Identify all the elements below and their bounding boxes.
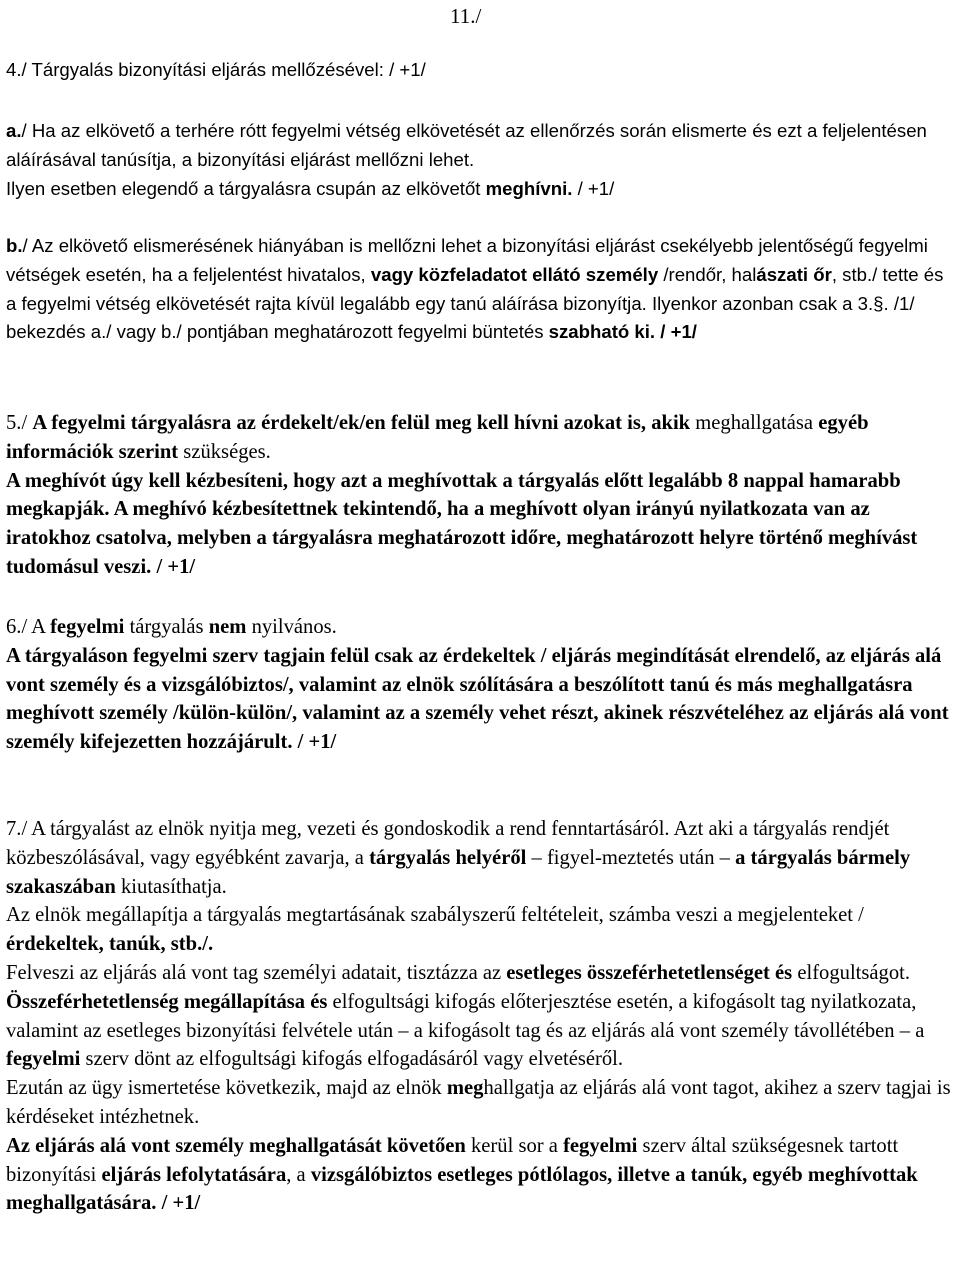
- section-4-title: 4./ Tárgyalás bizonyítási eljárás mellőzésével: / +1/: [6, 59, 426, 80]
- section-7-p3-bold-1: esetleges összeférhetetlenséget és: [506, 961, 793, 984]
- section-7-p1-text-3: kiutasíthatja.: [115, 875, 227, 898]
- section-7-p6-bold-2: fegyelmi: [563, 1134, 638, 1157]
- section-4b-bold-3: szabható ki.: [548, 321, 656, 343]
- section-7-paragraph-4: [6, 988, 958, 1074]
- section-7-p1-text-1: 7./ A tárgyalást az elnök nyitja meg, vezeti és gondoskodik a rend fenntartásáról. Azt aki a tárgyalás rendjét közbeszólásával, vagy egyébként zavarja, a: [6, 818, 890, 869]
- section-6-ref: / +1/: [292, 731, 337, 754]
- section-7-p3-text-2: elfogultságot.: [792, 961, 911, 984]
- section-4a-text-2: Ilyen esetben elegendő a tárgyalásra csupán az elkövetőt: [6, 177, 486, 199]
- section-4b-text-3: , stb./ tette és a fegyelmi vétség elkövetését rajta kívül legalább egy tanú aláírása bizonyítja. Ilyenkor azonban csak a 3.§. /1/ bekezdés a./ vagy b./ pontjában meghatározott fegyelmi büntetés: [6, 263, 944, 343]
- section-7-p5-text-1: Ezután az ügy ismertetése következik, majd az elnök: [6, 1077, 447, 1100]
- section-7-paragraph-2: [6, 901, 958, 959]
- section-4a-prefix: a.: [6, 120, 22, 141]
- page-number: 11./: [450, 4, 482, 28]
- section-6-bold-1: fegyelmi: [50, 616, 125, 638]
- section-7-paragraph-1: [6, 815, 958, 901]
- section-7: [6, 815, 958, 1218]
- section-4a-ref: / +1/: [572, 177, 615, 199]
- section-7-p6-bold-3: eljárás lefolytatására: [101, 1163, 287, 1186]
- section-6-bold-3: A tárgyaláson fegyelmi szerv tagjain felül csak az érdekeltek / eljárás megindítását elrendelő, az eljárás alá vont személy és a vizsgálóbiztos/, valamint az elnök szólítására a beszólított tanú és más meghallgatásra meghívott személy /külön-külön/, valamint az a személy vehet részt, akinek részvételéhez az eljárás alá vont személy kifejezetten hozzájárult.: [6, 644, 949, 754]
- section-4b-bold-2: ászati őr: [756, 263, 832, 285]
- section-7-p6-text-3: , a: [286, 1163, 311, 1186]
- section-6-text-3: nyilvános.: [246, 616, 337, 638]
- section-7-paragraph-6: [6, 1132, 958, 1218]
- section-6-text-2: tárgyalás: [124, 616, 209, 638]
- section-7-p2-text-1: Az elnök megállapítja a tárgyalás megtartásának szabályszerű feltételeit, számba veszi a megjelenteket /: [6, 904, 864, 927]
- section-5-paragraph: [6, 409, 958, 582]
- section-7-paragraph-3: [6, 959, 958, 988]
- section-7-p3-text-1: Felveszi az eljárás alá vont tag személyi adatait, tisztázza az: [6, 961, 507, 984]
- section-5-bold-3: A meghívót úgy kell kézbesíteni, hogy azt a meghívottak a tárgyalás előtt legalább 8 nappal hamarabb megkapják. A meghívó kézbesítettnek tekintendő, ha a meghívott olyan irányú nyilatkozata van az iratokhoz csatolva, melyben a tárgyalásra meghatározott időre, meghatározott helyre történő meghívást tudomásul veszi.: [6, 469, 918, 578]
- section-7-p4-text-1: elfogultsági kifogás előterjesztése esetén, a kifogásolt tag nyilatkozata, valamint az esetleges bizonyítási felvétele után – a kifogásolt tag és az eljárás alá vont személy távollétében – a: [6, 990, 925, 1042]
- section-4a-text: / Ha az elkövető a terhére rótt fegyelmi vétség elkövetését az ellenőrzés során elismerte és ezt a feljelentésen aláírásával tanúsítja, a bizonyítási eljárást mellőzni lehet.: [6, 120, 927, 170]
- section-4a-bold: meghívni.: [485, 177, 573, 199]
- section-4b-prefix: b.: [6, 235, 23, 256]
- section-4b-ref: / +1/: [655, 321, 697, 343]
- section-7-p1-bold-2: a tárgyalás bármely szakaszában: [6, 846, 911, 898]
- section-5-number: 5./: [6, 412, 33, 434]
- section-4b-paragraph: [6, 232, 958, 347]
- section-7-p4-bold-2: fegyelmi: [6, 1048, 81, 1071]
- section-7-p6-ref: / +1/: [156, 1192, 201, 1215]
- section-7-p5-text-2: hallgatja az eljárás alá vont tagot, akihez a szerv tagjai is kérdéseket intézhetnek.: [6, 1077, 951, 1128]
- section-4b-text: / Az elkövető elismerésének hiányában is mellőzni lehet a bizonyítási eljárást csekélyebb jelentőségű fegyelmi vétségek esetén, ha a feljelentést hivatalos,: [6, 235, 928, 285]
- section-5-bold-1: A fegyelmi tárgyalásra az érdekelt/ek/en felül meg kell hívni azokat is, akik: [32, 412, 691, 434]
- section-7-p1-text-2: – figyel-meztetés után –: [526, 846, 736, 869]
- section-7-p1-bold-1: tárgyalás helyéről: [369, 846, 527, 869]
- section-7-p4-text-2: szerv dönt az elfogultsági kifogás elfogadásáról vagy elvetéséről.: [80, 1048, 624, 1071]
- section-4b-bold-1: vagy közfeladatot ellátó személy: [370, 263, 659, 285]
- section-5-bold-2: egyéb információk szerint: [6, 412, 869, 463]
- section-7-p6-text-2: szerv által szükségesnek tartott bizonyítási: [6, 1134, 899, 1186]
- section-7-paragraph-5: [6, 1074, 958, 1132]
- section-6-text-1: 6./ A: [6, 616, 51, 638]
- section-5-text-3: szükséges.: [178, 440, 271, 463]
- section-7-p6-text-1: kerül sor a: [465, 1134, 564, 1157]
- section-7-p5-bold-1: meg: [446, 1077, 484, 1100]
- section-7-p2-bold-1: érdekeltek, tanúk, stb./.: [6, 933, 214, 956]
- section-5-text-2: meghallgatása: [690, 412, 819, 434]
- section-7-p6-bold-4: vizsgálóbiztos esetleges pótlólagos, illetve a tanúk, egyéb meghívottak meghallgatására.: [6, 1163, 918, 1215]
- section-4a-paragraph: [6, 117, 958, 203]
- section-7-p6-bold-1: Az eljárás alá vont személy meghallgatását követően: [6, 1134, 466, 1157]
- section-5-ref: / +1/: [151, 555, 196, 578]
- section-7-p4-bold-1: Összeférhetetlenség megállapítása és: [6, 990, 328, 1013]
- section-6-paragraph: [6, 613, 958, 757]
- section-6-bold-2: nem: [208, 616, 247, 638]
- section-4b-text-2: /rendőr, hal: [658, 263, 757, 285]
